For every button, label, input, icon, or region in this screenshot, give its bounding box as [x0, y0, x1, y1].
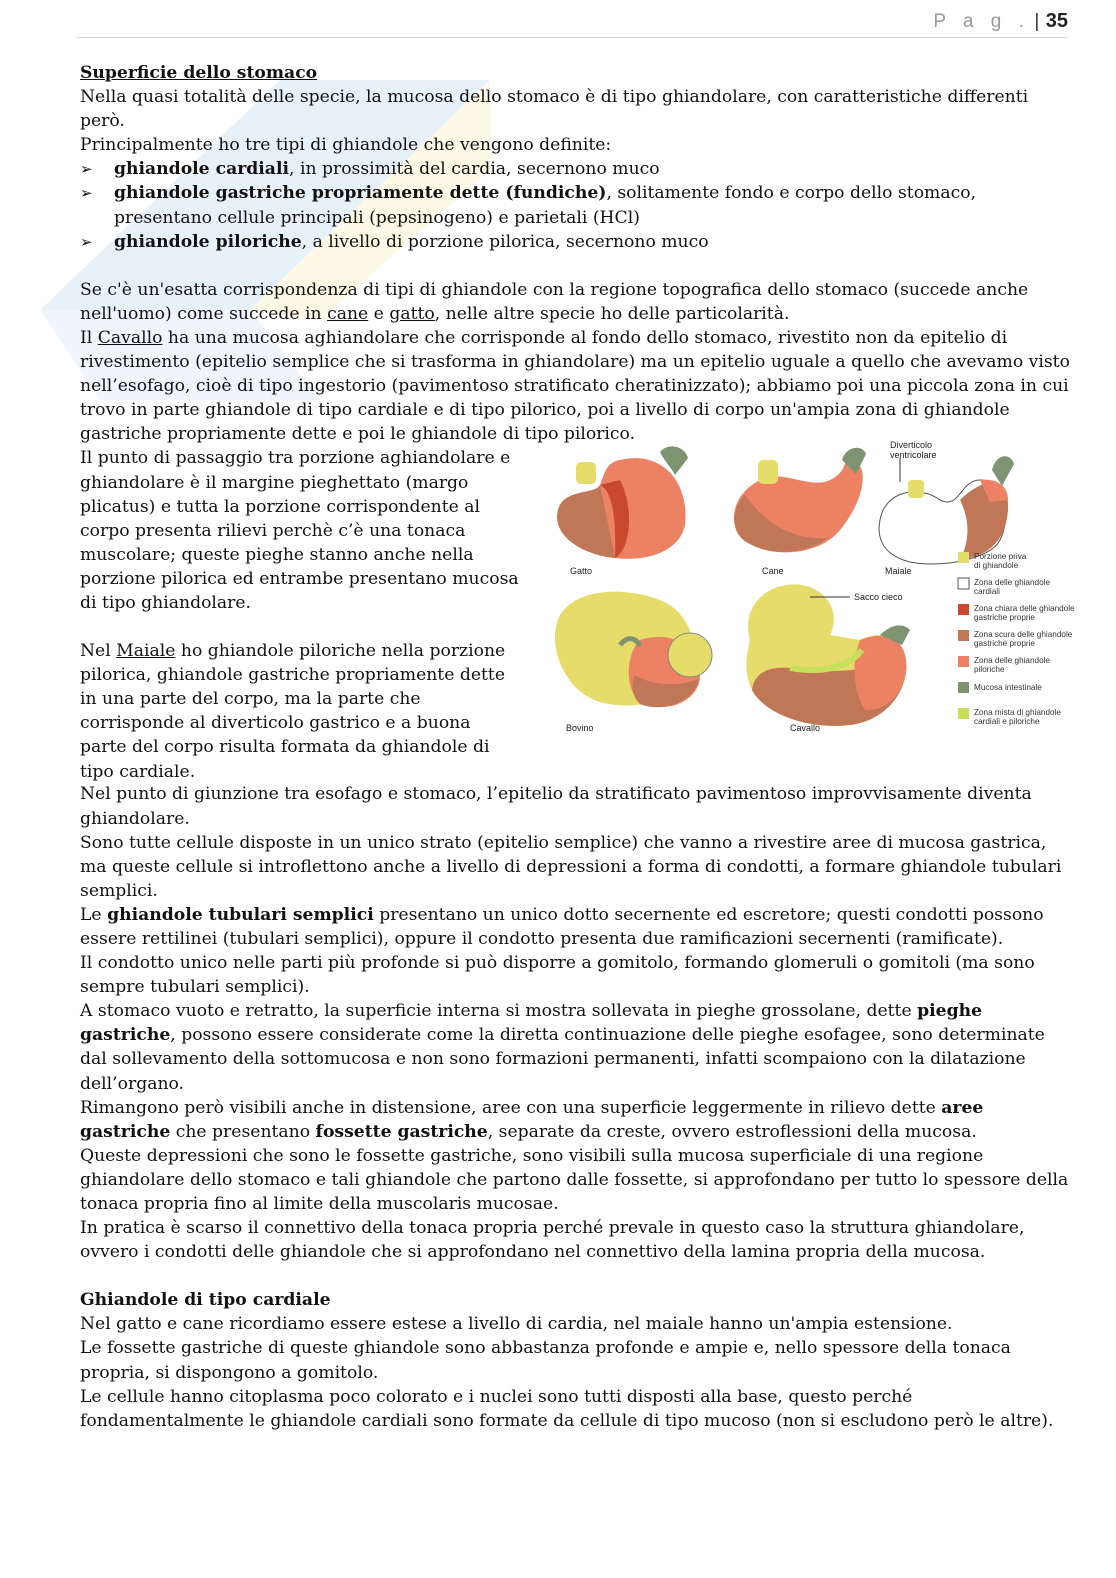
label-bovino: Bovino [566, 723, 594, 734]
term-fossette: fossette gastriche [315, 1121, 488, 1142]
legend-swatch [958, 578, 969, 589]
label-cane: Cane [762, 566, 784, 577]
legend-swatch [958, 708, 969, 719]
page-label: P a g . [933, 11, 1030, 32]
term-tubulari: ghiandole tubulari semplici [107, 904, 374, 925]
stomach-bovino [555, 592, 712, 733]
stomach-cavallo [746, 585, 910, 734]
page-content [80, 61, 1075, 1433]
term-pieghe: pieghe gastriche [80, 1001, 983, 1046]
paragraph-cardiale-3: Le cellule hanno citoplasma poco colorato e i nuclei sono tutti disposti alla base, questo perché fondamentalmente le ghiandole cardiali sono formate da cellule di tipo mucoso (non si escludono però le altre). [80, 1386, 1054, 1431]
page-separator: | [1034, 11, 1040, 32]
legend-label: gastriche proprie [974, 613, 1035, 623]
figure-legend [958, 552, 1075, 726]
left-column [80, 446, 520, 783]
list-item [80, 230, 1070, 254]
label-sacco-cieco: Sacco cieco [854, 592, 903, 603]
paragraph-giunzione: Nel punto di giunzione tra esofago e stomaco, l’epitelio da stratificato pavimentoso improvvisamente diventa ghiandolare. [80, 784, 1032, 829]
legend-label: piloriche [974, 665, 1005, 675]
link-cane: cane [327, 303, 369, 324]
list-item-text: , solitamente fondo e corpo dello stomaco, presentano cellule principali (pepsinogeno) e parietali (HCl) [114, 183, 977, 228]
term-maiale: Maiale [116, 641, 176, 662]
text-and-figure [80, 440, 1075, 782]
term-aree: aree gastriche [80, 1097, 984, 1142]
list-item-text: , a livello di porzione pilorica, secernono muco [301, 231, 709, 252]
legend-label: cardiali [974, 587, 1000, 597]
paragraph-aree: Rimangono però visibili anche in distensione, aree con una superficie leggermente in rilievo dette aree gastriche che presentano fossette gastriche, separate da creste, ovvero estroflessioni della mucosa. [80, 1097, 984, 1142]
label-ventricolare: ventricolare [890, 450, 937, 461]
stomach-cane [734, 448, 866, 576]
paragraph-corrispondenza: Se c'è un'esatta corrispondenza di tipi di ghiandole con la regione topografica dello stomaco (succede anche nell'uomo) come succede in cane e gatto, nelle altre specie ho delle particolarità. [80, 279, 1029, 324]
legend-swatch [958, 656, 969, 667]
paragraph-margo: Il punto di passaggio tra porzione aghiandolare e ghiandolare è il margine pieghettato (margo plicatus) e tutta la porzione corrispondente al corpo presenta rilievi perchè c’è una tonaca muscolare; queste pieghe stanno anche nella porzione pilorica ed entrambe presentano mucosa di tipo ghiandolare. [80, 448, 519, 613]
arrow-bullet-icon: ➢ [80, 160, 93, 179]
paragraph-maiale: Nel Maiale ho ghiandole piloriche nella porzione pilorica, ghiandole gastriche propriamente dette in una parte del corpo, ma la parte che corrisponde al diverticolo gastrico e a buona parte del corpo risulta formata da ghiandole di tipo cardiale. [80, 641, 506, 782]
header-rule [76, 37, 1068, 38]
arrow-bullet-icon: ➢ [80, 232, 93, 251]
list-item-bold: ghiandole gastriche propriamente dette (fundiche) [114, 183, 607, 204]
label-diverticolo: Diverticolo [890, 440, 933, 451]
label-maiale: Maiale [885, 566, 912, 577]
paragraph-pratica: In pratica è scarso il connettivo della tonaca propria perché prevale in questo caso la struttura ghiandolare, ovvero i condotti delle ghiandole che si approfondano nel connettivo della lamina propria della mucosa. [80, 1218, 1025, 1263]
term-cavallo: Cavallo [97, 327, 163, 348]
legend-label: Zona scura delle ghiandole [974, 630, 1073, 640]
legend-label: Mucosa intestinale [974, 683, 1042, 693]
legend-label: cardiali e piloriche [974, 717, 1040, 727]
paragraph-cellule: Sono tutte cellule disposte in un unico strato (epitelio semplice) che vanno a rivestire aree di mucosa gastrica, ma queste cellule si introflettono anche a livello di depressioni a forma di condotti, a formare ghiandole tubulari semplici. [80, 832, 1062, 901]
paragraph-cardiale-1: Nel gatto e cane ricordiamo essere estese a livello di cardia, nel maiale hanno un'ampia estensione. [80, 1314, 953, 1335]
gland-type-list [80, 157, 1070, 253]
legend-label: di ghiandole [974, 561, 1019, 571]
legend-label: Zona delle ghiandole [974, 578, 1051, 588]
section-title-cardiale: Ghiandole di tipo cardiale [80, 1290, 331, 1311]
paragraph-pieghe: A stomaco vuoto e retratto, la superficie interna si mostra sollevata in pieghe grossolane, dette pieghe gastriche, possono essere considerate come la diretta continuazione delle pieghe esofagee, sono determinate dal sollevamento della sottomucosa e non sono formazioni permanenti, infatti scompaiono con la dilatazione dell’organo. [80, 1001, 1045, 1094]
paragraph-condotto: Il condotto unico nelle parti più profonde si può disporre a gomitolo, formando glomeruli o gomitoli (ma sono sempre tubulari semplici). [80, 953, 1035, 998]
legend-label: gastriche proprie [974, 639, 1035, 649]
paragraph-cavallo: Il Cavallo ha una mucosa aghiandolare che corrisponde al fondo dello stomaco, rivestito non da epitelio di rivestimento (epitelio semplice che si trasforma in ghiandolare) ma un epitelio uguale a quello che avevamo visto nell’esofago, cioè di tipo ingestorio (pavimentoso stratificato cheratinizzato); abbiamo poi una piccola zona in cui trovo in parte ghiandole di tipo cardiale e di tipo pilorico, poi a livello di corpo un'ampia zona di ghiandole gastriche propriamente dette e poi le ghiandole di tipo pilorico. [80, 327, 1070, 445]
page-header [933, 10, 1068, 33]
list-item-text: , in prossimità del cardia, secernono muco [289, 159, 660, 180]
legend-label: Zona chiara delle ghiandole [974, 604, 1075, 614]
list-item [80, 157, 1070, 181]
section-title-superficie: Superficie dello stomaco [80, 63, 318, 83]
intro-paragraph-2: Principalmente ho tre tipi di ghiandole che vengono definite: [80, 135, 612, 156]
label-gatto: Gatto [570, 566, 593, 577]
paragraph-depressioni: Queste depressioni che sono le fossette gastriche, sono visibili sulla mucosa superficiale di una regione ghiandolare dello stomaco e tali ghiandole che partono dalle fossette, si approfondano per tutto lo spessore della tonaca propria fino al limite della muscolaris mucosae. [80, 1145, 1069, 1214]
label-cavallo: Cavallo [790, 723, 821, 734]
legend-swatch [958, 682, 969, 693]
list-item-bold: ghiandole piloriche [114, 231, 302, 252]
link-gatto: gatto [389, 303, 435, 324]
list-item-bold: ghiandole cardiali [114, 159, 290, 180]
legend-label: Zona mista di ghiandole [974, 708, 1061, 718]
legend-swatch [958, 552, 969, 563]
page-number: 35 [1045, 10, 1068, 32]
legend-label: Porzione priva [974, 552, 1027, 562]
stomach-gatto [557, 447, 688, 577]
list-item [80, 181, 1070, 229]
legend-label: Zona delle ghiandole [974, 656, 1051, 666]
paragraph-cardiale-2: Le fossette gastriche di queste ghiandole sono abbastanza profonde e ampie e, nello spessore della tonaca propria, si dispongono a gomitolo. [80, 1338, 1011, 1383]
legend-swatch [958, 604, 969, 615]
paragraph-tubulari: Le ghiandole tubulari semplici presentano un unico dotto secernente ed escretore; questi condotti possono essere rettilinei (tubulari semplici), oppure il condotto presenta due ramificazioni secernenti (ramificate). [80, 904, 1044, 949]
intro-paragraph: Nella quasi totalità delle specie, la mucosa dello stomaco è di tipo ghiandolare, con caratteristiche differenti però. [80, 87, 1029, 132]
legend-swatch [958, 630, 969, 641]
stomach-regions-figure [540, 440, 1080, 740]
arrow-bullet-icon: ➢ [80, 184, 93, 203]
